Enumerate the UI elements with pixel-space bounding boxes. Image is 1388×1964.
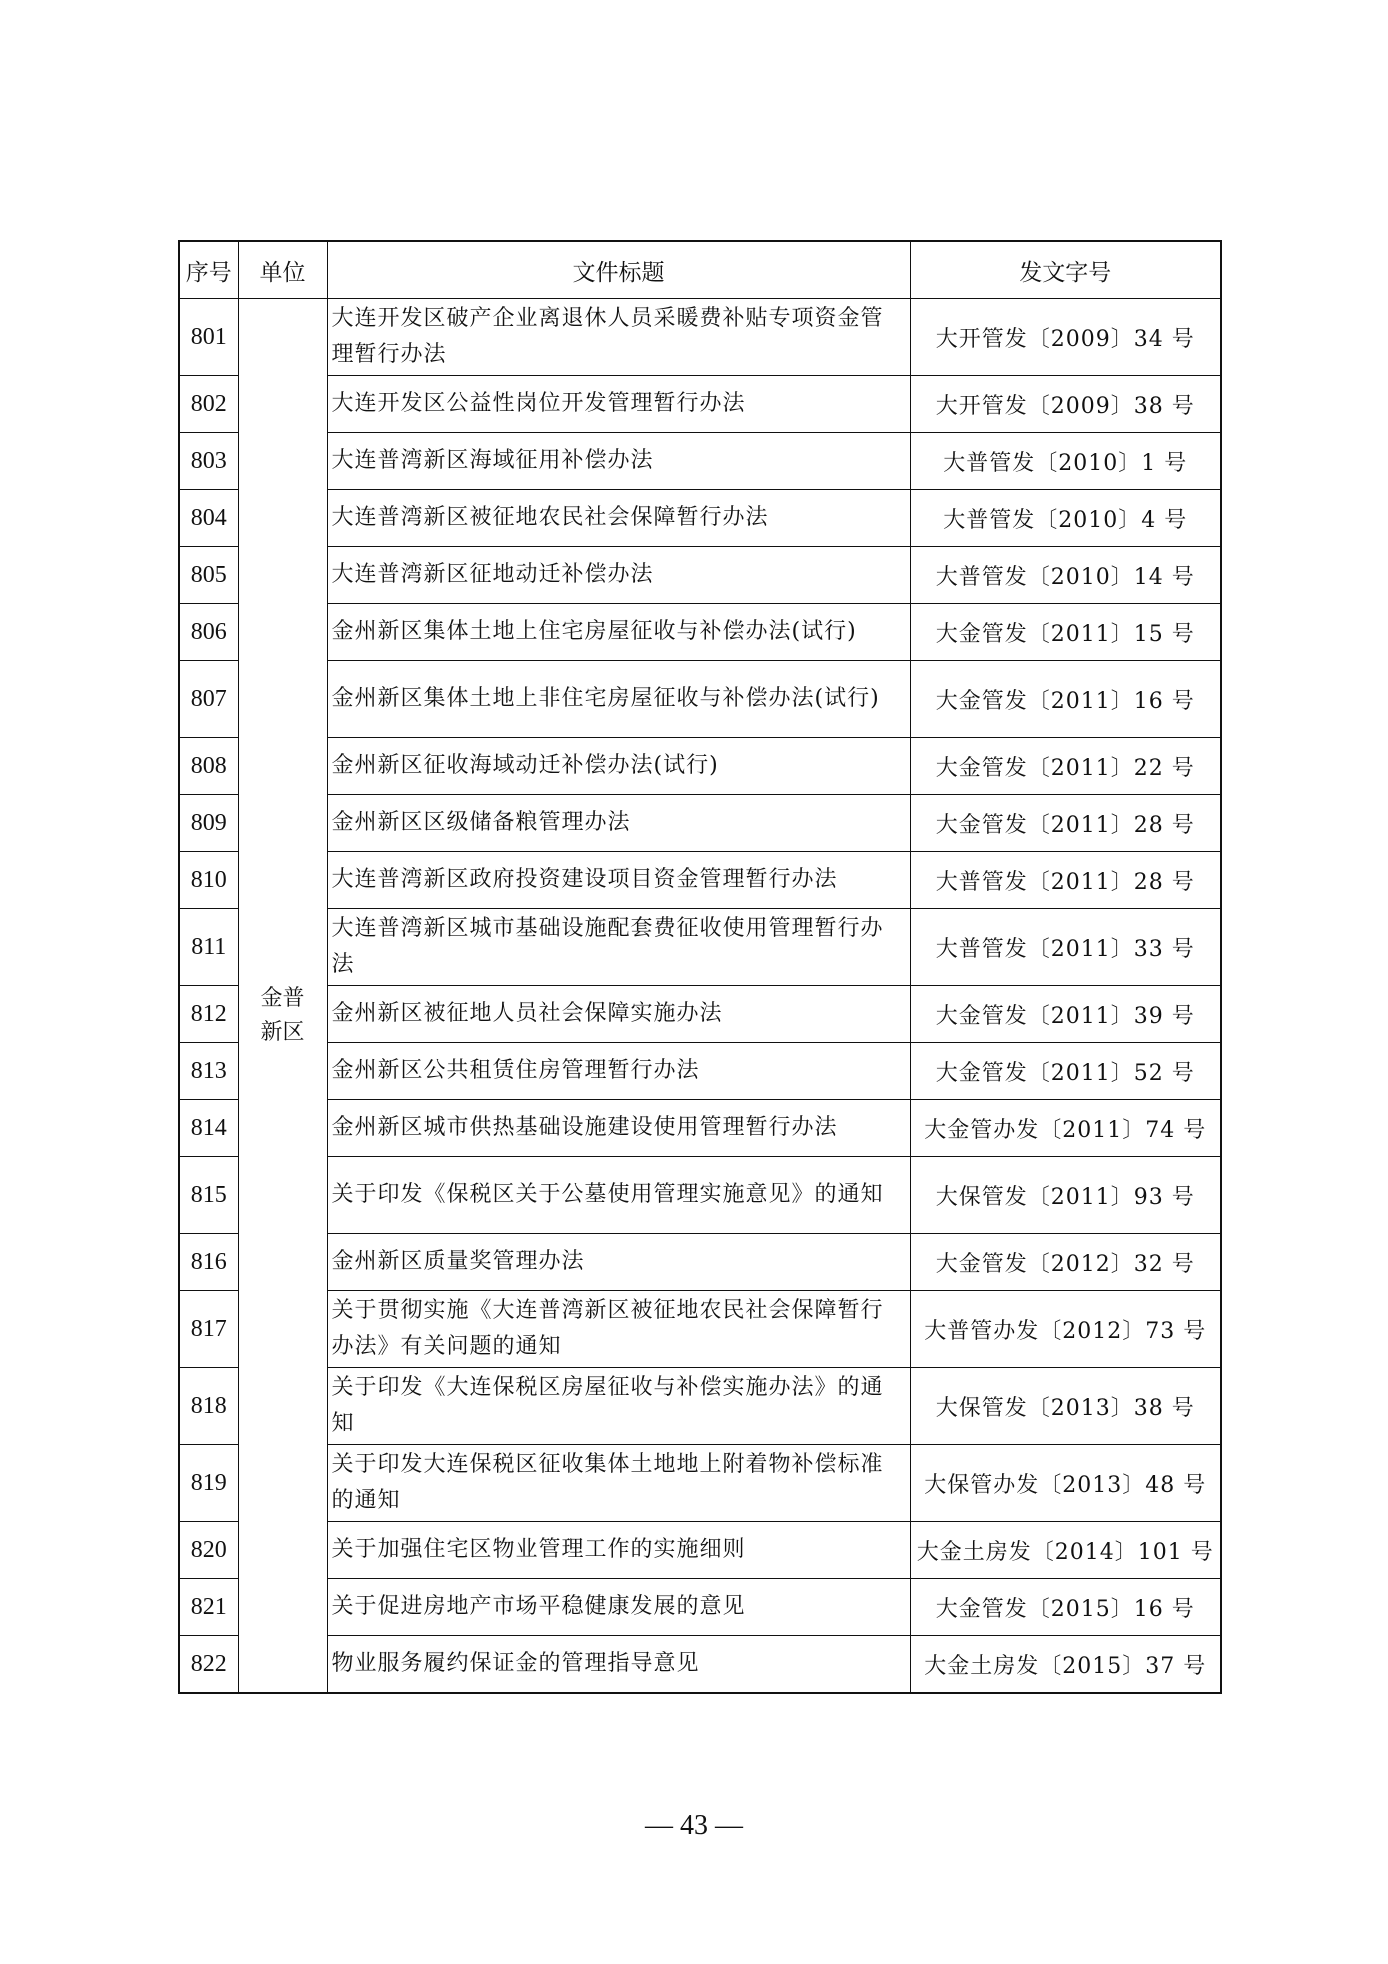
serial-cell: 804 (179, 490, 238, 547)
table-body (179, 299, 1221, 1694)
table-row (179, 1291, 1221, 1368)
header-code: 发文字号 (910, 241, 1221, 299)
title-cell: 金州新区公共租赁住房管理暂行办法 (327, 1043, 910, 1100)
code-cell: 大金管发〔2011〕16 号 (910, 661, 1221, 738)
serial-cell: 816 (179, 1234, 238, 1291)
title-cell: 大连开发区破产企业离退休人员采暖费补贴专项资金管理暂行办法 (327, 299, 910, 376)
title-cell: 关于印发《大连保税区房屋征收与补偿实施办法》的通知 (327, 1368, 910, 1445)
title-cell: 大连开发区公益性岗位开发管理暂行办法 (327, 376, 910, 433)
table-row (179, 1368, 1221, 1445)
code-cell: 大金管发〔2011〕52 号 (910, 1043, 1221, 1100)
title-cell: 金州新区集体土地上住宅房屋征收与补偿办法(试行) (327, 604, 910, 661)
title-cell: 大连普湾新区海域征用补偿办法 (327, 433, 910, 490)
table-row (179, 738, 1221, 795)
code-cell: 大金管发〔2011〕22 号 (910, 738, 1221, 795)
table-row (179, 1100, 1221, 1157)
table-row (179, 299, 1221, 376)
code-cell: 大保管发〔2011〕93 号 (910, 1157, 1221, 1234)
serial-cell: 808 (179, 738, 238, 795)
title-cell: 物业服务履约保证金的管理指导意见 (327, 1636, 910, 1694)
serial-cell: 807 (179, 661, 238, 738)
title-cell: 关于加强住宅区物业管理工作的实施细则 (327, 1522, 910, 1579)
document-table (178, 240, 1222, 1694)
table-row (179, 795, 1221, 852)
serial-cell: 819 (179, 1445, 238, 1522)
table-row (179, 490, 1221, 547)
serial-cell: 802 (179, 376, 238, 433)
serial-cell: 818 (179, 1368, 238, 1445)
header-unit: 单位 (238, 241, 327, 299)
table-row (179, 433, 1221, 490)
table-row (179, 547, 1221, 604)
title-cell: 大连普湾新区征地动迁补偿办法 (327, 547, 910, 604)
serial-cell: 813 (179, 1043, 238, 1100)
page-number: — 43 — (645, 1810, 743, 1841)
code-cell: 大普管发〔2010〕14 号 (910, 547, 1221, 604)
serial-cell: 821 (179, 1579, 238, 1636)
code-cell: 大普管发〔2010〕1 号 (910, 433, 1221, 490)
serial-cell: 815 (179, 1157, 238, 1234)
code-cell: 大金土房发〔2015〕37 号 (910, 1636, 1221, 1694)
code-cell: 大金管发〔2011〕28 号 (910, 795, 1221, 852)
serial-cell: 814 (179, 1100, 238, 1157)
title-cell: 金州新区质量奖管理办法 (327, 1234, 910, 1291)
header-title: 文件标题 (327, 241, 910, 299)
code-cell: 大金土房发〔2014〕101 号 (910, 1522, 1221, 1579)
serial-cell: 809 (179, 795, 238, 852)
serial-cell: 820 (179, 1522, 238, 1579)
unit-cell (238, 299, 327, 1694)
serial-cell: 810 (179, 852, 238, 909)
table-row (179, 1579, 1221, 1636)
serial-cell: 812 (179, 986, 238, 1043)
code-cell: 大普管发〔2010〕4 号 (910, 490, 1221, 547)
code-cell: 大开管发〔2009〕38 号 (910, 376, 1221, 433)
title-cell: 关于印发《保税区关于公墓使用管理实施意见》的通知 (327, 1157, 910, 1234)
code-cell: 大保管办发〔2013〕48 号 (910, 1445, 1221, 1522)
title-cell: 关于贯彻实施《大连普湾新区被征地农民社会保障暂行办法》有关问题的通知 (327, 1291, 910, 1368)
title-cell: 关于印发大连保税区征收集体土地地上附着物补偿标准的通知 (327, 1445, 910, 1522)
table-row (179, 1157, 1221, 1234)
table-row (179, 661, 1221, 738)
table-row (179, 852, 1221, 909)
code-cell: 大普管发〔2011〕28 号 (910, 852, 1221, 909)
serial-cell: 822 (179, 1636, 238, 1694)
table-row (179, 604, 1221, 661)
table-row (179, 986, 1221, 1043)
code-cell: 大金管发〔2012〕32 号 (910, 1234, 1221, 1291)
code-cell: 大金管发〔2011〕39 号 (910, 986, 1221, 1043)
serial-cell: 817 (179, 1291, 238, 1368)
title-cell: 关于促进房地产市场平稳健康发展的意见 (327, 1579, 910, 1636)
serial-cell: 803 (179, 433, 238, 490)
title-cell: 大连普湾新区政府投资建设项目资金管理暂行办法 (327, 852, 910, 909)
table-row (179, 1445, 1221, 1522)
table-row (179, 909, 1221, 986)
serial-cell: 811 (179, 909, 238, 986)
header-serial: 序号 (179, 241, 238, 299)
serial-cell: 801 (179, 299, 238, 376)
title-cell: 金州新区征收海域动迁补偿办法(试行) (327, 738, 910, 795)
code-cell: 大保管发〔2013〕38 号 (910, 1368, 1221, 1445)
code-cell: 大开管发〔2009〕34 号 (910, 299, 1221, 376)
title-cell: 大连普湾新区被征地农民社会保障暂行办法 (327, 490, 910, 547)
table-row (179, 1043, 1221, 1100)
code-cell: 大金管发〔2015〕16 号 (910, 1579, 1221, 1636)
table-row (179, 376, 1221, 433)
title-cell: 金州新区城市供热基础设施建设使用管理暂行办法 (327, 1100, 910, 1157)
table-header-row (179, 241, 1221, 299)
title-cell: 金州新区被征地人员社会保障实施办法 (327, 986, 910, 1043)
code-cell: 大普管办发〔2012〕73 号 (910, 1291, 1221, 1368)
serial-cell: 806 (179, 604, 238, 661)
title-cell: 金州新区集体土地上非住宅房屋征收与补偿办法(试行) (327, 661, 910, 738)
serial-cell: 805 (179, 547, 238, 604)
code-cell: 大金管发〔2011〕15 号 (910, 604, 1221, 661)
table-row (179, 1636, 1221, 1694)
table-row (179, 1234, 1221, 1291)
code-cell: 大金管办发〔2011〕74 号 (910, 1100, 1221, 1157)
unit-label: 金普新区 (260, 985, 305, 1045)
code-cell: 大普管发〔2011〕33 号 (910, 909, 1221, 986)
title-cell: 大连普湾新区城市基础设施配套费征收使用管理暂行办法 (327, 909, 910, 986)
title-cell: 金州新区区级储备粮管理办法 (327, 795, 910, 852)
table-row (179, 1522, 1221, 1579)
